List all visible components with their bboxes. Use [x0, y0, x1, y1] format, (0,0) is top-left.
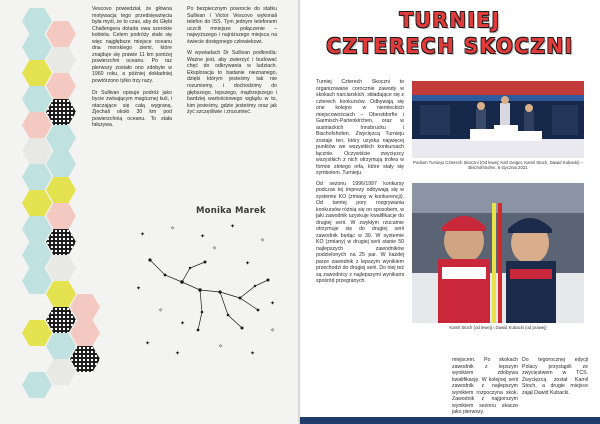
- photo-caption-1: Podium Turnieju Czterech Skoczni (Od lewej: Karl Geiger, Kamil Stoch, Dawid Kubacki) – Bischofshofen, 6 stycznia 2021: [412, 160, 584, 171]
- svg-text:✦: ✦: [250, 350, 256, 357]
- photo-caption-2: Kamil Stoch (od lewej) i Dawid Kubacki (od prawej): [449, 325, 547, 330]
- paragraph: Vescovo powiedział, że główna motywacja tego przedsięwzięcia była myśl, że to czas, aby do Głębi Challengera dotarła owa szerokie kobieta. Celem podróży stało się więc najgłębsze miejsce oceanu dna morskiego ziemi, które znajduje się prawie 11 km poniżej powierzchni oceanu. Po raz pierwszy zostało ono zdobyte w 1960 roku, a później dokładniej powtórzono tylko trzy razy.: [92, 6, 172, 85]
- left-page: [0, 0, 298, 424]
- author-signature: Monika Marek: [196, 206, 266, 216]
- paragraph: Turniej Czterech Skoczni to organizowane corocznie zawody w skokach narciarskich, składające się z czterech konkursów. Odbywają się one kolejno w niemieckich miejscowościach – Oberstdorfie i Garmisch-Partenkirchen, oraz w austriackich Innsbrucku i Bischofshofen. Zwycięzcą Turnieju zostaje ten, który uzyska najwięcej punktów we wszystkich konkursach łącznie. Oczywiście zwycięzcy wszystkich z nich otrzymują trofea w formie złotego orła, które stały się symbolem. Turnieju.: [316, 79, 404, 176]
- svg-text:✦: ✦: [230, 223, 236, 230]
- svg-text:✦: ✦: [270, 300, 276, 307]
- hexagon-shape: [46, 333, 76, 359]
- hexagon-decoration: [0, 0, 100, 424]
- svg-text:✧: ✧: [260, 237, 266, 244]
- skiers-photo: [412, 183, 584, 323]
- hexagon-shape: [22, 216, 52, 242]
- hexagon-shape: [22, 164, 52, 190]
- svg-text:✦: ✦: [145, 340, 151, 347]
- article-column-1: [92, 6, 172, 134]
- hexagon-shape: [22, 8, 52, 34]
- hexagon-shape: [46, 177, 76, 203]
- hexagon-shape: [70, 320, 100, 346]
- svg-text:✦: ✦: [245, 260, 251, 267]
- hexagon-shape: [46, 229, 76, 255]
- hexagon-shape: [22, 112, 52, 138]
- svg-text:✧: ✧: [170, 225, 176, 232]
- hexagon-shape: [22, 138, 52, 164]
- hexagon-shape: [46, 255, 76, 281]
- hexagon-shape: [46, 73, 76, 99]
- svg-text:✦: ✦: [175, 350, 181, 357]
- svg-text:✦: ✦: [136, 285, 142, 292]
- hexagon-shape: [46, 359, 76, 385]
- hexagon-shape: [46, 307, 76, 333]
- svg-text:✦: ✦: [200, 233, 206, 240]
- article-column-3: Do tegorocznej edycji Polacy przystąpili ze zwycięstwem w TCS. Zwycięzcą został Kamil Stoch, a drugie miejsce zajął Dawid Kubacki.: [522, 357, 588, 396]
- hexagon-shape: [46, 281, 76, 307]
- svg-text:✦: ✦: [140, 231, 146, 238]
- hexagon-shape: [70, 346, 100, 372]
- svg-text:✧: ✧: [270, 327, 276, 334]
- paragraph: Po bezpiecznym powrocie do statku Sullivan i Victor Vescovo wykonali telefon do ISS. Tym jednym telefonem uczcili mniejsze połączenie – najwyższego i najniższego miejsca na świecie dostępnego człowiekowi.: [187, 6, 277, 45]
- svg-text:✧: ✧: [218, 343, 224, 350]
- hexagon-shape: [22, 268, 52, 294]
- hexagon-shape: [22, 60, 52, 86]
- hexagon-shape: [46, 21, 76, 47]
- page-footer-bar: [300, 417, 600, 424]
- paragraph: Od sezonu 1996/1997 konkursy podczas tej imprezy odbywają się w systemie KO (zmiany w konkurencji). Od tamtej pory rozgrywania konkursów różnią się on sposobem, w jaki zawodnik uzyskuje kwalifikacje do drugiej serii. W zwykłym rzucamie otrzymuje się do drugiej serii zawodnik będąc w 30. W systemie KO (zmiany) w drugiej serii stanie 50 najlepszych zawodników podzielonych na 25 par. W każdej parze zawodnik z lepszym wynikiem przechodzi do drugiej serii. Do niej też są zawodnicy z najlepszymi wynikami spośród przegranych.: [316, 180, 404, 284]
- hexagon-shape: [46, 125, 76, 151]
- hexagon-shape: [70, 294, 100, 320]
- podium-photo: [412, 81, 584, 158]
- skiers-photo-illustration: [412, 183, 584, 323]
- article-column-1: [316, 79, 404, 289]
- right-page: [300, 0, 600, 424]
- article-column-2: [187, 6, 277, 121]
- article-title-line-2: CZTERECH SKOCZNI: [326, 34, 574, 58]
- article-column-2: miejscem. Po skokach zawodnik z lepszym wynikiem zdobywa kwalifikację. W kolejnej serii zawodnik z najlepszym wynikiem rozpoczyna skok. Zawodnik z najgorszym wynikiem sezonu skacze jako pierwszy.: [452, 357, 518, 415]
- hexagon-shape: [22, 320, 52, 346]
- hexagon-shape: [22, 34, 52, 60]
- paragraph: W wywiadach Dr Sullivan podkreśla: Ważne jest, aby zwierzyć i budować chęć do odkrywania w ludziach. Eksploracja to badanie nieznanego, dzięki którym jesteśmy tak nie rozumiemy, i dochodzimy do głębszego, lepszego, mądrzejszego i bardziej wartościowego wglądu w to, kim jesteśmy, gdzie jesteśmy oraz jak żyć szczęśliwie i zrozumieć.: [187, 50, 277, 116]
- article-title-line-1: TURNIEJ: [399, 8, 501, 32]
- svg-text:✧: ✧: [158, 307, 164, 314]
- hexagon-shape: [46, 47, 76, 73]
- paragraph: Dr Sullivan opisuje podróż jako bycie zwisającym magicznej kuli, i otaczające się całą wygraną. Zjechali około 30 km pod powierzchnią oceanu. To stała fałszywa.: [92, 89, 172, 129]
- hexagon-shape: [22, 372, 52, 398]
- hexagon-shape: [46, 203, 76, 229]
- constellation-illustration: [130, 220, 280, 370]
- hexagon-shape: [22, 190, 52, 216]
- hexagon-shape: [46, 99, 76, 125]
- hexagon-shape: [22, 242, 52, 268]
- svg-text:✦: ✦: [180, 320, 186, 327]
- hexagon-shape: [46, 151, 76, 177]
- svg-text:✧: ✧: [212, 245, 218, 252]
- hexagon-shape: [22, 86, 52, 112]
- podium-photo-illustration: [412, 81, 584, 158]
